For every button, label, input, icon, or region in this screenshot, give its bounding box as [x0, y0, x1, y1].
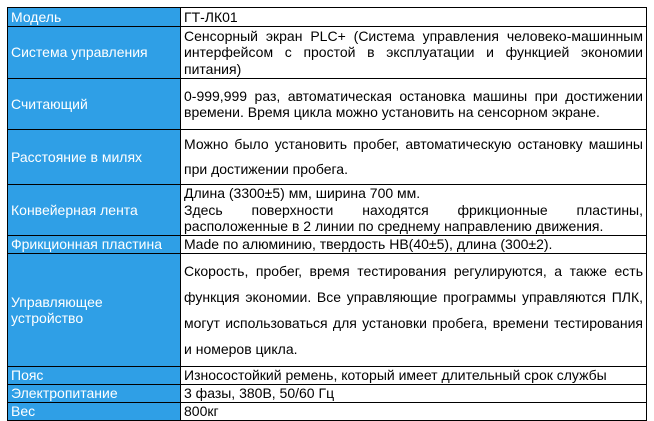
specification-table — [7, 7, 647, 421]
spec-value-control-system — [181, 27, 647, 79]
table-row — [8, 254, 647, 367]
table-row — [8, 185, 647, 236]
spec-value-text: ГТ-ЛК01 — [184, 8, 238, 25]
spec-key-mileage: Расстояние в милях — [8, 130, 181, 185]
table-row — [8, 385, 647, 403]
spec-value-power-supply — [181, 385, 647, 403]
spec-value-belt — [181, 367, 647, 385]
spec-key-belt: Пояс — [8, 367, 181, 385]
spec-value-text: Сенсорный экран PLC+ (Система управления человеко-машинным интерфейсом с простой в эксплуатации и функцией экономии питания) — [184, 27, 643, 77]
spec-value-text: Здесь поверхности находятся фрикционные пластины, расположенные в 2 линии по среднему направлению движения. — [184, 201, 643, 235]
spec-key-control-device: Управляющее устройство — [8, 254, 181, 367]
spec-value-text: 0-999,999 раз, автоматическая остановка машины при достижении времени. Время цикла можно установить на сенсорном экране. — [184, 87, 643, 120]
spec-value-text: 800кг — [184, 402, 219, 419]
spec-value-text: Износостойкий ремень, который имеет длительный срок службы — [184, 367, 607, 384]
spec-value-weight — [181, 402, 647, 420]
spec-key-counter: Считающий — [8, 79, 181, 130]
spec-value-text: Длина (3300±5) мм, ширина 700 мм. — [184, 185, 421, 202]
spec-value-control-device — [181, 254, 647, 367]
spec-value-text: Можно было установить пробег, автоматическую остановку машины при достижении пробега. — [184, 136, 643, 177]
spec-value-mileage — [181, 130, 647, 185]
spec-value-text: 3 фазы, 380В, 50/60 Гц — [184, 385, 335, 401]
table-row — [8, 27, 647, 79]
table-row — [8, 130, 647, 185]
spec-value-model — [181, 8, 647, 27]
spec-value-text: Скорость, пробег, время тестирования регулируются, а также есть функция экономии. Все управляющие программы управляются ПЛК, могут использоваться для установки пробега, времени тестирования и номеров цикла. — [184, 263, 643, 357]
table-row — [8, 8, 647, 27]
spec-key-conveyor-belt: Конвейерная лента — [8, 185, 181, 236]
spec-key-control-system: Система управления — [8, 27, 181, 79]
spec-value-text: Made по алюминию, твердость HB(40±5), длина (300±2). — [184, 236, 553, 253]
spec-key-friction-plate: Фрикционная пластина — [8, 236, 181, 254]
table-row — [8, 79, 647, 130]
table-row — [8, 367, 647, 385]
spec-value-conveyor-belt — [181, 185, 647, 236]
spec-key-power-supply: Электропитание — [8, 385, 181, 403]
spec-value-counter — [181, 79, 647, 130]
spec-key-weight: Вес — [8, 402, 181, 420]
table-row — [8, 236, 647, 254]
table-row — [8, 402, 647, 420]
spec-key-model: Модель — [8, 8, 181, 27]
spec-value-friction-plate — [181, 236, 647, 254]
